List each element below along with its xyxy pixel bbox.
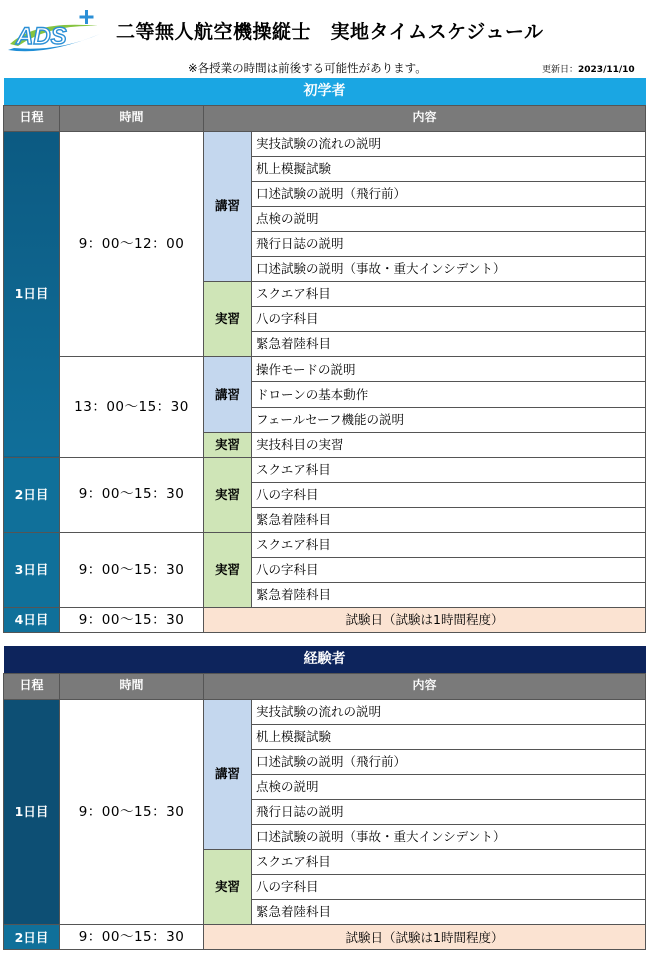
table-row — [4, 357, 646, 382]
content-item: 八の字科目 — [252, 482, 646, 507]
table-row — [4, 699, 646, 724]
content-item: 机上模擬試験 — [252, 156, 646, 181]
column-content: 内容 — [204, 105, 646, 131]
time-slot: 9：00～15：30 — [60, 533, 204, 608]
page-title: 二等無人航空機操縦士 実地タイムスケジュール — [116, 21, 544, 43]
content-item: ドローンの基本動作 — [252, 382, 646, 407]
table-row — [4, 608, 646, 633]
day-label: 1日目 — [4, 131, 60, 457]
content-item: 操作モードの説明 — [252, 357, 646, 382]
day-label: 1日目 — [4, 699, 60, 925]
column-day: 日程 — [4, 673, 60, 699]
practice-kind: 実習 — [204, 457, 252, 532]
content-item: スクエア科目 — [252, 457, 646, 482]
day-label: 4日目 — [4, 608, 60, 633]
experienced-schedule-table — [3, 646, 646, 950]
table-row — [4, 925, 646, 950]
ads-logo — [6, 6, 102, 54]
table-row — [4, 131, 646, 156]
content-item: 緊急着陸科目 — [252, 332, 646, 357]
content-item: 実技試験の流れの説明 — [252, 131, 646, 156]
time-slot: 9：00～15：30 — [60, 457, 204, 532]
content-item: スクエア科目 — [252, 282, 646, 307]
content-item: 口述試験の説明（事故・重大インシデント） — [252, 256, 646, 281]
column-content: 内容 — [204, 673, 646, 699]
content-item: 緊急着陸科目 — [252, 507, 646, 532]
time-slot: 9：00～15：30 — [60, 925, 204, 950]
logo-text: ADS — [16, 23, 67, 50]
content-item: 緊急着陸科目 — [252, 900, 646, 925]
content-item: 実技試験の流れの説明 — [252, 699, 646, 724]
content-item: 点検の説明 — [252, 206, 646, 231]
practice-kind: 実習 — [204, 533, 252, 608]
page-header — [0, 0, 648, 78]
content-item: 口述試験の説明（事故・重大インシデント） — [252, 824, 646, 849]
beginner-section-title: 初学者 — [4, 78, 646, 105]
updated-date: 更新日：2023/11/10 — [542, 65, 635, 75]
content-item: 八の字科目 — [252, 307, 646, 332]
content-item: 点検の説明 — [252, 774, 646, 799]
time-slot: 9：00～15：30 — [60, 699, 204, 925]
column-time: 時間 — [60, 105, 204, 131]
content-item: 緊急着陸科目 — [252, 583, 646, 608]
content-item: スクエア科目 — [252, 850, 646, 875]
content-item: 実技科目の実習 — [252, 432, 646, 457]
content-item: フェールセーフ機能の説明 — [252, 407, 646, 432]
time-slot: 13：00～15：30 — [60, 357, 204, 457]
beginner-schedule-table — [3, 78, 646, 633]
content-item: 八の字科目 — [252, 875, 646, 900]
content-item: 飛行日誌の説明 — [252, 799, 646, 824]
content-item: 飛行日誌の説明 — [252, 231, 646, 256]
table-row — [4, 457, 646, 482]
schedule-note: ※各授業の時間は前後する可能性があります。 — [188, 61, 427, 75]
day-label: 3日目 — [4, 533, 60, 608]
day-label: 2日目 — [4, 457, 60, 532]
table-row — [4, 533, 646, 558]
column-day: 日程 — [4, 105, 60, 131]
content-item: 八の字科目 — [252, 558, 646, 583]
practice-kind: 実習 — [204, 850, 252, 925]
lecture-kind: 講習 — [204, 131, 252, 282]
day-label: 2日目 — [4, 925, 60, 950]
experienced-section-title: 経験者 — [4, 646, 646, 673]
column-time: 時間 — [60, 673, 204, 699]
exam-day-cell: 試験日（試験は1時間程度） — [204, 925, 646, 950]
lecture-kind: 講習 — [204, 357, 252, 432]
content-item: 机上模擬試験 — [252, 724, 646, 749]
practice-kind: 実習 — [204, 432, 252, 457]
time-slot: 9：00～12：00 — [60, 131, 204, 357]
practice-kind: 実習 — [204, 282, 252, 357]
lecture-kind: 講習 — [204, 699, 252, 850]
time-slot: 9：00～15：30 — [60, 608, 204, 633]
content-item: 口述試験の説明（飛行前） — [252, 749, 646, 774]
exam-day-cell: 試験日（試験は1時間程度） — [204, 608, 646, 633]
content-item: スクエア科目 — [252, 533, 646, 558]
content-item: 口述試験の説明（飛行前） — [252, 181, 646, 206]
sparkle-icon — [80, 10, 94, 24]
